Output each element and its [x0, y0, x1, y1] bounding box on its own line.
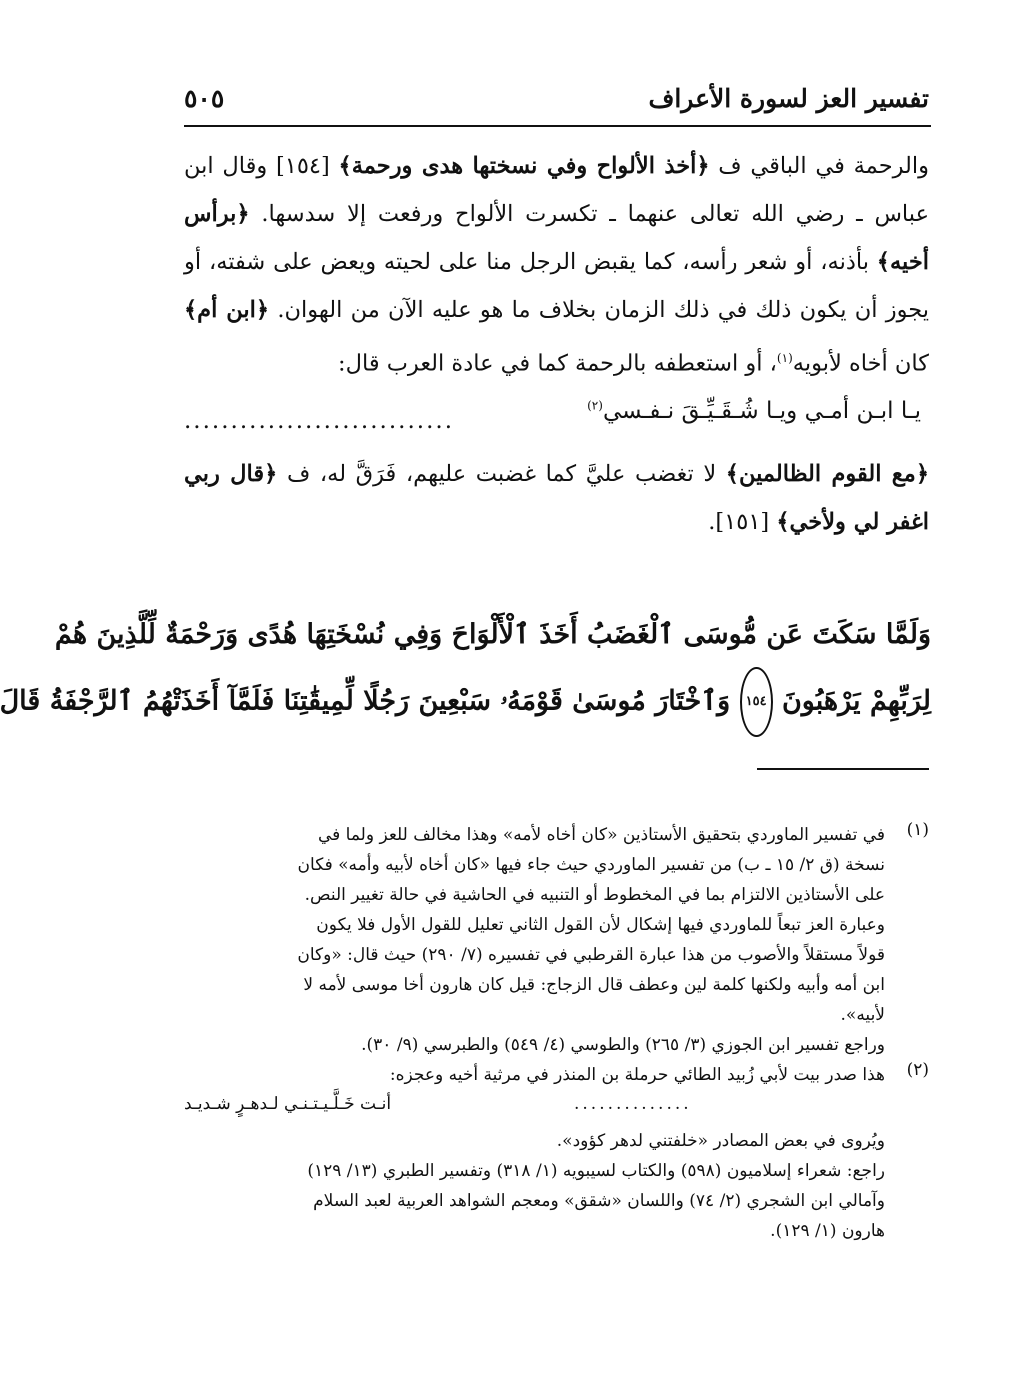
footnote-line: على الأستاذين الالتزام بما في المخطوط أو التنبيه في الحاشية في حالة تغيير النص. [304, 885, 885, 905]
quran-quote: ﴿أخذ الألواح وفي نسختها هدى ورحمة﴾ [338, 153, 710, 179]
header-rule [184, 125, 931, 127]
text-run: كان أخاه لأبويه [792, 350, 929, 377]
footnote-line: ويُروى في بعض المصادر «خلفتني لدهر كؤود». [556, 1131, 885, 1151]
poem-ellipsis: .............. [574, 1094, 692, 1114]
footnote-line: في تفسير الماوردي بتحقيق الأستاذين «كان أخاه لأمه» وهذا مخالف للعز ولما في [317, 825, 885, 845]
footnote-line: وراجع تفسير ابن الجوزي (٣/ ٢٦٥) والطوسي (٤/ ٥٤٩) والطبرسي (٩/ ٣٠). [361, 1035, 885, 1055]
footnote-separator [757, 768, 929, 770]
ayah-number-marker: ١٥٤ [740, 667, 773, 737]
footnote-line: هارون (١/ ١٢٩). [770, 1221, 885, 1241]
footnote-line: ابن أمه وأبيه ولكنها كلمة لين وعطف قال الزجاج: قيل كان هارون أخا موسى لأمه لا [303, 975, 885, 995]
footnote-line: وآمالي ابن الشجري (٢/ ٧٤) واللسان «شقق» ومعجم الشواهد العربية لعبد السلام [313, 1191, 885, 1211]
text-run: ، أو استعطفه بالرحمة كما في عادة العرب قال: [338, 350, 777, 377]
text-run: والرحمة في الباقي ف [709, 153, 929, 179]
running-header [184, 82, 929, 120]
verse-text [587, 398, 921, 424]
quran-quote: ﴿مع القوم الظالمين﴾ [725, 460, 930, 487]
quran-verses [0, 603, 931, 737]
footnote [184, 1060, 929, 1246]
paragraph-1 [184, 142, 929, 388]
main-text [184, 142, 929, 546]
verse-ellipsis: ............................. [184, 407, 455, 434]
footnote-line: قولاً مستقلاً والأصوب من هذا عبارة القرطبي في تفسيره (٧/ ٢٩٠) حيث قال: «وكان [297, 945, 885, 965]
text-run: بأذنه، أو شعر رأسه، كما يقبض الرجل منا على لحيته ويعض على شفته، أو يجوز أن يكون ذلك في ذلك الزمان بخلاف ما هو عليه الآن من الهوان. [184, 249, 930, 323]
text-run: [١٥١]. [708, 508, 777, 535]
footnote-line: هذا صدر بيت لأبي زُبيد الطائي حرملة بن المنذر في مرثية أخيه وعجزه: [389, 1065, 885, 1085]
poetry-verse [184, 388, 929, 450]
footnote-line: لأبيه». [840, 1005, 885, 1025]
footnote-line: راجع: شعراء إسلاميون (٥٩٨) والكتاب لسيبويه (١/ ٣١٨) وتفسير الطبري (١٣/ ١٢٩) [307, 1161, 885, 1181]
text-run: لا تغضب عليَّ كما غضبت عليهم، فَرَقَّ له، ف [277, 460, 726, 487]
footnote-number: (٢) [906, 1060, 929, 1080]
quran-quote: ﴿قال ربي اغفر لي ولأخي﴾ [184, 460, 929, 535]
header-title: تفسير العز لسورة الأعراف [648, 84, 929, 113]
footnote-ref: (٢) [587, 397, 603, 412]
poem-text: أنـت خَـلَّـيـتـنـي لـدهـرٍ شـديـد [184, 1094, 392, 1114]
quran-quote: ﴿برأس أخيه﴾ [184, 201, 929, 275]
footnote-line: وعبارة العز تبعاً للماوردي فيها إشكال لأن القول الثاني تعليل للقول الأول فلا يكون [316, 915, 885, 935]
footnote-number: (١) [906, 820, 929, 840]
footnote-poem [184, 1090, 885, 1126]
footnotes [184, 820, 929, 1246]
quran-line [0, 667, 931, 737]
footnote-line: نسخة (ق ٢/ ١٥ ـ ب) من تفسير الماوردي حيث جاء فيها «كان أخاه لأبيه وأمه» فكان [297, 855, 885, 875]
quran-line: وَلَمَّا سَكَتَ عَن مُّوسَى ٱلْغَضَبُ أَخَذَ ٱلْأَلْوَاحَ وَفِي نُسْخَتِهَا هُدًى وَرَحْمَةٌ لِّلَّذِينَ هُمْ [54, 619, 931, 650]
text-run: [١٥٤] وقال ابن عباس ـ رضي الله تعالى عنهما ـ تكسرت الألواح ورفعت إلا سدسها. [184, 153, 929, 227]
page-number: ٥٠٥ [184, 84, 225, 113]
verse-words: يـا ابـن أمـي ويـا شُـقَـيِّـقَ نـفـسي [602, 397, 921, 424]
quran-quote: ﴿ابن أم﴾ [184, 297, 270, 323]
footnote [184, 820, 929, 1060]
footnote-ref: (١) [776, 351, 793, 365]
paragraph-2 [184, 450, 929, 546]
quran-segment: لِرَبِّهِمْ يَرْهَبُونَ [781, 685, 931, 717]
quran-segment: وَٱخْتَارَ مُوسَىٰ قَوْمَهُۥ سَبْعِينَ رَجُلًا لِّمِيقَٰتِنَا فَلَمَّآ أَخَذَتْهُمُ ٱلرَّجْفَةُ قَالَ [0, 685, 731, 717]
